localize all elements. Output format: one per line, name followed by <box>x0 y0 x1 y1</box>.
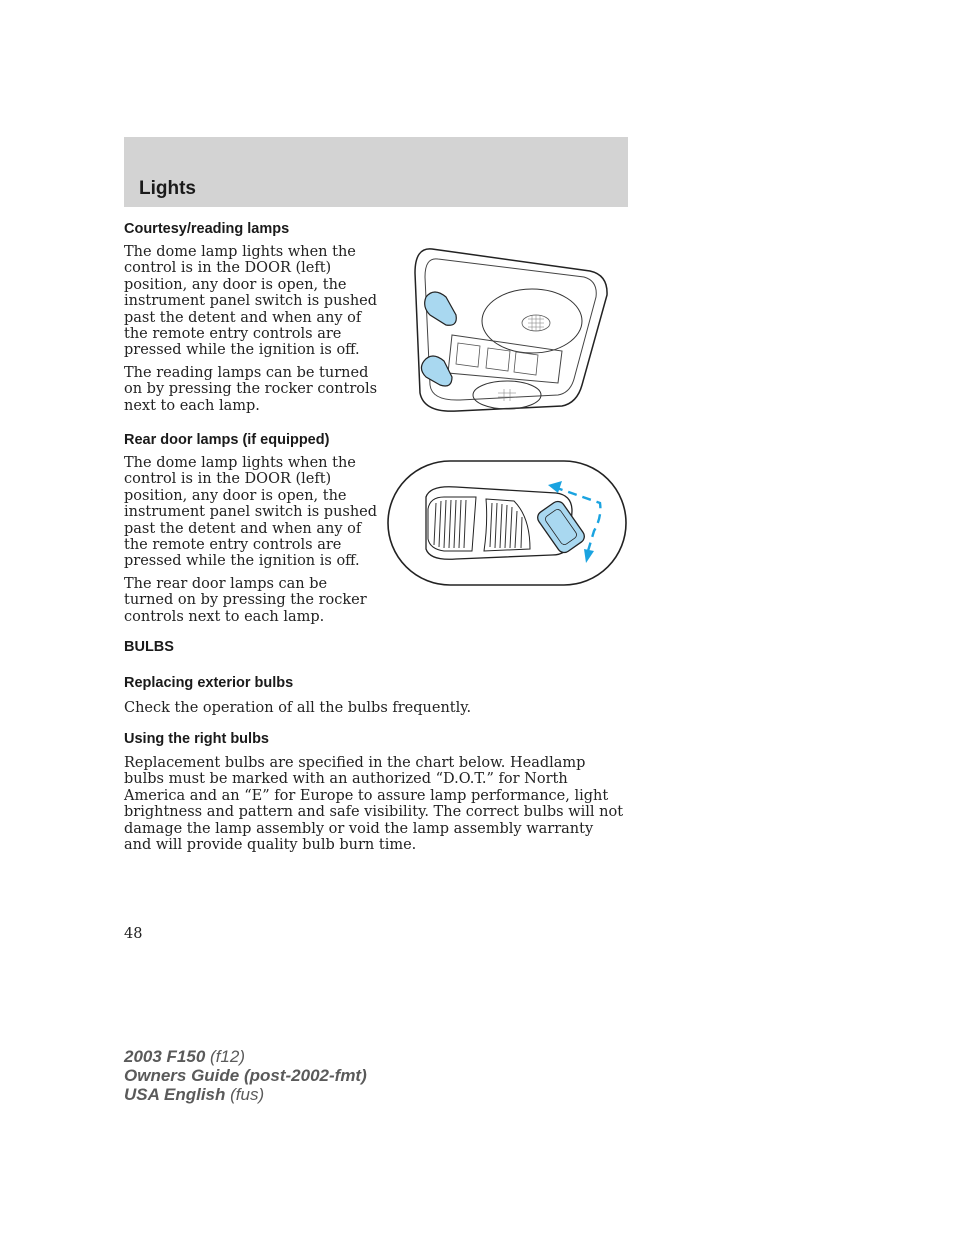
document-footer <box>124 1047 367 1104</box>
footer-line-3 <box>124 1085 367 1104</box>
footer-line-1 <box>124 1047 367 1066</box>
bulbs-heading: BULBS <box>124 639 174 655</box>
rear-door-heading: Rear door lamps (if equipped) <box>124 432 330 448</box>
courtesy-paragraph-1: The dome lamp lights when the control is in the DOOR (left) position, any door is open, the instrument panel switch is pushed past the detent and when any of the remote entry controls are pressed while the ignition is off. <box>124 244 378 359</box>
section-header-band <box>124 137 628 207</box>
footer-model: 2003 F150 <box>124 1047 206 1066</box>
overhead-console-illustration <box>412 243 612 415</box>
replacing-exterior-bulbs-text: Check the operation of all the bulbs frequently. <box>124 700 472 716</box>
section-title: Lights <box>139 178 196 199</box>
replacing-exterior-bulbs-heading: Replacing exterior bulbs <box>124 675 294 691</box>
using-right-bulbs-text: Replacement bulbs are specified in the chart below. Headlamp bulbs must be marked with an authorized “D.O.T.” for North America and an “E” for Europe to assure lamp performance, light brightness and pattern and safe visibility. The correct bulbs will not damage the lamp assembly or void the lamp assembly warranty and will provide quality bulb burn time. <box>124 755 624 854</box>
footer-line-2 <box>124 1066 367 1085</box>
rear-door-paragraph-2: The rear door lamps can be turned on by pressing the rocker controls next to each lamp. <box>124 576 367 625</box>
page-number: 48 <box>124 926 143 942</box>
footer-language: USA English <box>124 1085 226 1104</box>
rear-door-lamp-illustration <box>386 459 628 587</box>
footer-guide: Owners Guide (post-2002-fmt) <box>124 1066 367 1085</box>
footer-model-code: (f12) <box>210 1047 245 1066</box>
courtesy-heading: Courtesy/reading lamps <box>124 221 290 237</box>
rear-door-paragraph-1: The dome lamp lights when the control is in the DOOR (left) position, any door is open, the instrument panel switch is pushed past the detent and when any of the remote entry controls are pressed while the ignition is off. <box>124 455 378 570</box>
footer-language-code: (fus) <box>230 1085 265 1104</box>
using-right-bulbs-heading: Using the right bulbs <box>124 731 269 747</box>
courtesy-paragraph-2: The reading lamps can be turned on by pressing the rocker controls next to each lamp. <box>124 365 378 414</box>
